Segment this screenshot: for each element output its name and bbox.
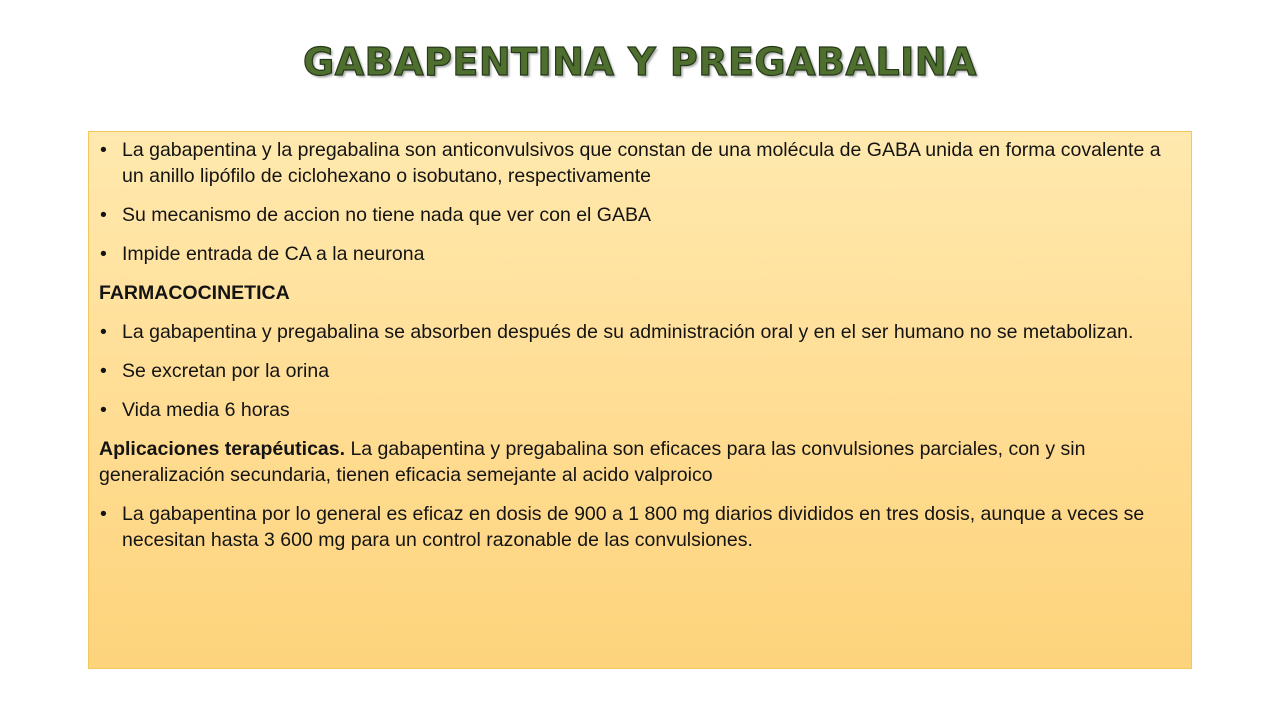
bullet-icon: •: [100, 503, 107, 525]
bullet-item: [99, 397, 1181, 423]
section-heading: FARMACOCINETICA: [99, 282, 290, 304]
slide-title: GABAPENTINA Y PREGABALINA: [303, 40, 977, 84]
bullet-item: [99, 501, 1181, 553]
bullet-item: [99, 319, 1181, 345]
bullet-icon: •: [100, 399, 107, 421]
content-box: [88, 131, 1192, 669]
bullet-text: Se excretan por la orina: [122, 360, 330, 382]
bullet-item: [99, 241, 1181, 267]
bullet-icon: •: [100, 204, 107, 226]
bullet-item: [99, 202, 1181, 228]
bullet-icon: •: [100, 139, 107, 161]
bullet-icon: •: [100, 243, 107, 265]
bullet-item: [99, 137, 1181, 189]
applications-paragraph: [99, 436, 1181, 488]
bullet-text: La gabapentina por lo general es eficaz en dosis de 900 a 1 800 mg diarios divididos en tres dosis, aunque a veces se necesitan hasta 3 600 mg para un control razonable de las convulsiones.: [122, 503, 1145, 551]
bullet-icon: •: [100, 360, 107, 382]
bullet-text: La gabapentina y pregabalina se absorben después de su administración oral y en el ser humano no se metabolizan.: [122, 321, 1134, 343]
bullet-icon: •: [100, 321, 107, 343]
bullet-text: La gabapentina y la pregabalina son anticonvulsivos que constan de una molécula de GABA unida en forma covalente a un anillo lipófilo de ciclohexano o isobutano, respectivamente: [122, 139, 1161, 187]
applications-label: Aplicaciones terapéuticas.: [99, 438, 346, 460]
bullet-text: Su mecanismo de accion no tiene nada que ver con el GABA: [122, 204, 651, 226]
applications-text: La gabapentina y pregabalina son eficaces para las convulsiones parciales, con y sin generalización secundaria, tienen eficacia semejante al acido valproico: [99, 438, 1086, 486]
bullet-item: [99, 358, 1181, 384]
bullet-text: Vida media 6 horas: [122, 399, 290, 421]
bullet-text: Impide entrada de CA a la neurona: [122, 243, 425, 265]
